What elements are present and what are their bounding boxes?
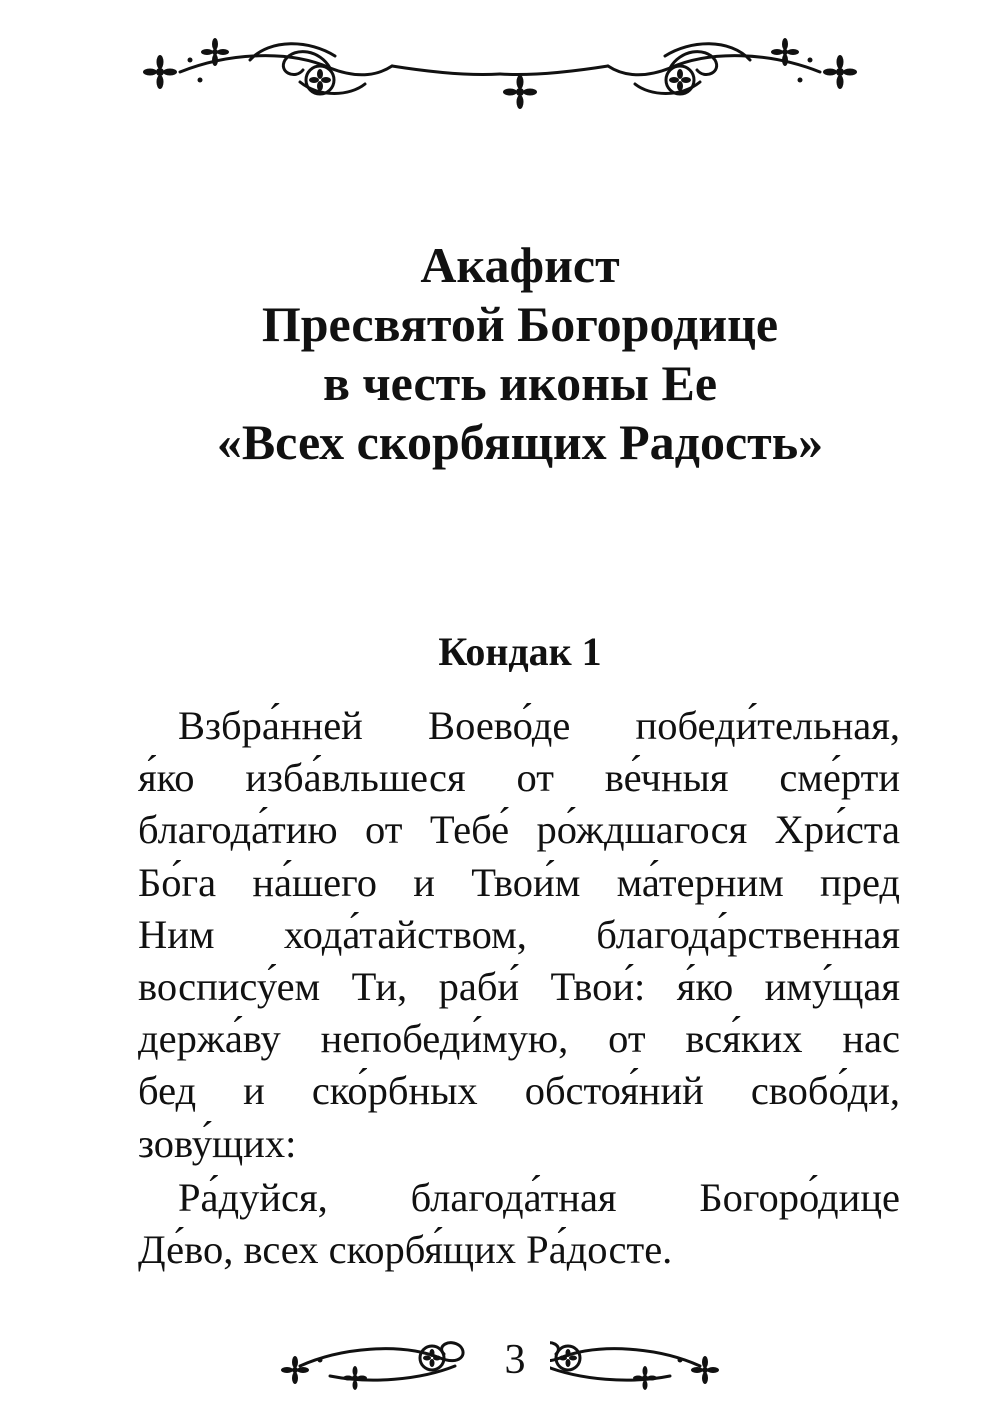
text-line: Де́во, всех скорбя́щих Ра́досте. [138,1227,673,1273]
kondak-paragraph-1 [138,700,900,1170]
title-line-4: «Всех скорбящих Радость» [216,414,824,470]
text-line: Ним хода́тайством, благода́рственная [138,911,900,957]
title-line-3: в честь иконы Ее [322,355,718,411]
page-number: 3 [480,1336,550,1384]
title-line-1: Акафист [420,237,620,293]
document-title [60,236,980,472]
text-line: зову́щих: [138,1120,297,1166]
text-line: Взбра́нней Воево́де победи́тельная, [178,703,900,748]
title-line-2: Пресвятой Богородице [261,296,779,352]
text-line: держа́ву непобеди́мую, от вся́ких нас [138,1016,900,1062]
text-line: воспису́ем Ти, раби́ Твои́: я́ко иму́щая [138,963,900,1009]
text-line: бед и ско́рбных обстоя́ний свобо́ди, [138,1068,900,1114]
text-line: Ра́дуйся, благода́тная Богоро́дице [178,1175,900,1220]
kondak-paragraph-2 [138,1172,900,1276]
text-line: я́ко изба́вльшеся от ве́чныя сме́рти [138,755,900,801]
text-line: благода́тию от Тебе́ ро́ждшагося Хри́ста [138,807,900,853]
top-floral-ornament-icon [0,30,1000,110]
text-line: Бо́га на́шего и Твои́м ма́терним пред [138,859,900,905]
kondak-heading: Кондак 1 [438,629,602,674]
